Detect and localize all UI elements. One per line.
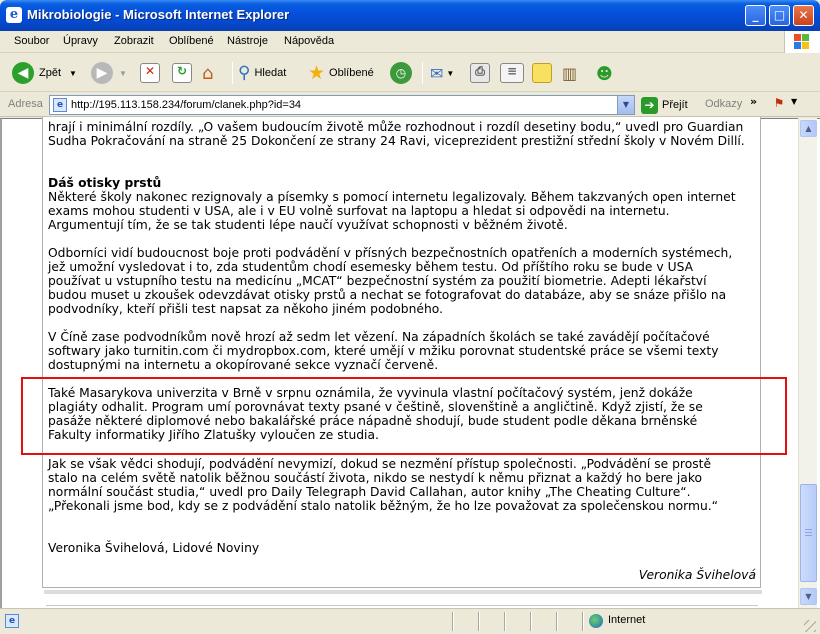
menu-upravy[interactable]: Úpravy	[63, 35, 98, 47]
text-line: Jak se však vědci shodují, podvádění nevymizí, dokud se nezmění přístup společnosti. „Podvádění se prostě	[48, 457, 712, 471]
history-button[interactable]	[390, 60, 412, 86]
back-label: Zpět	[39, 67, 62, 79]
mail-dropdown-icon: ▼	[446, 68, 455, 78]
status-divider	[556, 612, 558, 631]
favorites-icon: ★	[308, 62, 326, 84]
text-line: „Překonali jsme bod, kdy se z podvádění stalo natolik běžným, že ho lze považovat za společenskou normu.“	[48, 499, 719, 513]
text-line: budou muset u zkoušek odevzdávat otisky prstů a nechat se fotografovat do databáze, aby se snáze přišlo na	[48, 288, 727, 302]
links-button[interactable]: Odkazy	[705, 98, 743, 110]
text-line: Některé školy nakonec rezignovaly a písemky s pomocí internetu legalizovaly. Během takzvaných open internet	[48, 190, 736, 204]
title-bar[interactable]	[0, 0, 820, 31]
discuss-icon	[532, 63, 552, 83]
tools-extra-icon[interactable]: ⚑	[773, 96, 785, 110]
grip-line	[805, 532, 812, 533]
scroll-thumb[interactable]	[800, 484, 817, 582]
print-icon: ⎙	[470, 63, 490, 83]
text-line: Také Masarykova univerzita v Brně v srpnu oznámila, že vyvinula vlastní počítačový systém, jenž dokáže	[48, 386, 693, 400]
print-button[interactable]	[470, 60, 490, 86]
windows-flag-icon	[794, 34, 810, 49]
text-line: používat u vstupního testu na medicínu „MCAT“ bezpečnostní systém za použití biometrie. Adepti lékařství	[48, 274, 707, 288]
resize-grip[interactable]	[804, 620, 816, 632]
refresh-icon: ↻	[172, 63, 192, 83]
messenger-button[interactable]	[596, 60, 613, 86]
refresh-button[interactable]	[172, 60, 192, 86]
stop-icon: ✕	[140, 63, 160, 83]
vertical-scrollbar[interactable]	[798, 118, 817, 608]
status-divider	[582, 612, 584, 631]
forward-icon: ▶	[91, 62, 113, 84]
standard-toolbar	[0, 54, 820, 92]
window-title: Mikrobiologie - Microsoft Internet Explorer	[27, 7, 290, 22]
edit-icon: ≡	[500, 63, 524, 83]
page-viewport	[0, 118, 820, 608]
mail-button[interactable]	[430, 60, 454, 86]
internet-globe-icon	[589, 614, 603, 628]
text-line: dostupnými na internetu a okopírované sekce vyznačí červeně.	[48, 358, 439, 372]
minimize-button[interactable]: _	[745, 5, 766, 26]
scroll-up-button[interactable]: ▲	[800, 120, 817, 137]
menu-bar	[0, 31, 820, 53]
windows-logo	[784, 31, 820, 53]
forward-dropdown-icon: ▼	[119, 68, 127, 78]
discuss-button[interactable]	[532, 60, 552, 86]
scroll-down-button[interactable]: ▼	[800, 588, 817, 605]
menu-nastroje[interactable]: Nástroje	[227, 35, 268, 47]
mail-icon: ✉	[430, 63, 444, 83]
messenger-icon: ☻	[596, 63, 613, 83]
menu-zobrazit[interactable]: Zobrazit	[114, 35, 154, 47]
menu-oblibene[interactable]: Oblíbené	[169, 35, 214, 47]
toolbar-separator	[422, 62, 423, 84]
text-line: normální součást studia,“ uvedl pro Daily Telegraph David Callahan, autor knihy „The Cheating Culture“.	[48, 485, 691, 499]
search-label: Hledat	[254, 67, 287, 79]
status-divider	[504, 612, 506, 631]
back-dropdown-icon: ▼	[69, 68, 77, 78]
paragraph-biometrics	[48, 246, 760, 316]
close-button[interactable]: ✕	[793, 5, 814, 26]
security-zone-label: Internet	[608, 614, 646, 626]
maximize-button[interactable]: □	[769, 5, 790, 26]
address-bar	[0, 93, 820, 117]
history-icon: ◷	[390, 62, 412, 84]
highlight-box	[21, 377, 787, 455]
address-input[interactable]	[49, 95, 635, 115]
ie-logo-icon: e	[6, 7, 22, 23]
divider	[46, 605, 758, 606]
panel-shadow	[44, 590, 762, 594]
status-bar	[0, 608, 820, 634]
go-label: Přejít	[662, 99, 688, 111]
text-line: plagiáty odhalit. Program umí porovnávat texty psané v češtině, slovenštině a angličtině. Když zjistí, že se	[48, 400, 703, 414]
text-line: Odborníci vidí budoucnost boje proti podvádění v přísných bezpečnostních opatřeních a moderních systémech,	[48, 246, 733, 260]
text-line: exams mohou studenti v USA, ale i v EU volně surfovat na laptopu a hledat si odpovědi na internetu.	[48, 204, 670, 218]
back-button[interactable]	[12, 60, 77, 86]
extra-dropdown-icon[interactable]: ▼	[791, 97, 798, 106]
search-icon: ⚲	[238, 63, 251, 83]
text-line: Sudha Pokračování na straně 25 Dokončení ze strany 24 Ravi, viceprezident prestižní střední školy v Novém Dillí.	[48, 134, 745, 148]
page-status-icon: e	[5, 614, 19, 628]
research-button[interactable]	[562, 60, 577, 86]
article-signature: Veronika Švihelová, Lidové Noviny	[48, 541, 260, 555]
address-label: Adresa	[8, 98, 43, 110]
text-line: Fakulty informatiky Jiřího Zlatušky vyloučen ze studia.	[48, 428, 379, 442]
edit-button[interactable]	[500, 60, 524, 86]
search-button[interactable]	[238, 60, 286, 86]
address-dropdown-button[interactable]: ▼	[617, 96, 634, 114]
author-byline: Veronika Švihelová	[638, 568, 756, 582]
go-button[interactable]	[641, 96, 688, 114]
forward-button[interactable]	[91, 60, 127, 86]
paragraph-china	[48, 330, 760, 372]
paragraph-open-exams	[48, 190, 760, 232]
status-divider	[452, 612, 454, 631]
text-line: hrají i minimální rozdíly. „O vašem budoucím životě může rozhodnout i rozdíl desetiny bodu,“ uvedl pro Guardian	[48, 120, 744, 134]
status-divider	[530, 612, 532, 631]
text-line: Argumentují tím, že se tak studenti lépe naučí využívat schopnosti v běžném životě.	[48, 218, 568, 232]
paragraph-intro	[48, 120, 760, 148]
grip-line	[805, 529, 812, 530]
chevron-more-icon[interactable]: »	[750, 95, 758, 108]
text-line: podvodníky, kteří přišli test napsat za někoho jiném podobného.	[48, 302, 443, 316]
home-button[interactable]	[202, 60, 213, 86]
menu-soubor[interactable]: Soubor	[14, 35, 50, 47]
stop-button[interactable]	[140, 60, 160, 86]
back-icon: ◀	[12, 62, 34, 84]
section-heading: Dáš otisky prstů	[48, 176, 162, 190]
grip-line	[805, 535, 812, 536]
toolbar-separator	[232, 62, 233, 84]
page-icon: e	[53, 98, 67, 112]
text-line: pasáže některé diplomové nebo bakalářské práce nápadně shodují, bude student podle děkana brněnské	[48, 414, 698, 428]
go-arrow-icon: ➔	[641, 97, 658, 114]
research-icon: ▥	[562, 63, 578, 83]
text-line: softwary jako turnitin.com či mydropbox.com, které umějí v mžiku porovnat studentské práce se všemi texty	[48, 344, 719, 358]
paragraph-conclusion	[48, 457, 760, 513]
text-line: V Číně zase podvodníkům nově hrozí až sedm let vězení. Na západních školách se také zavádějí počítačové	[48, 330, 710, 344]
address-url[interactable]: http://195.113.158.234/forum/clanek.php?id=34	[71, 99, 302, 111]
favorites-button[interactable]	[308, 60, 374, 86]
text-line: jež umožní vysledovat i to, zda studentům chodí esemesky během testu. Od příštího roku se bude v USA	[48, 260, 694, 274]
text-line: stalo na celém světě natolik běžnou součástí života, nikdo se nestydí k němu přiznat a každý ho bere jako	[48, 471, 703, 485]
status-divider	[478, 612, 480, 631]
home-icon: ⌂	[202, 62, 214, 84]
menu-napoveda[interactable]: Nápověda	[284, 35, 335, 47]
favorites-label: Oblíbené	[329, 67, 374, 79]
